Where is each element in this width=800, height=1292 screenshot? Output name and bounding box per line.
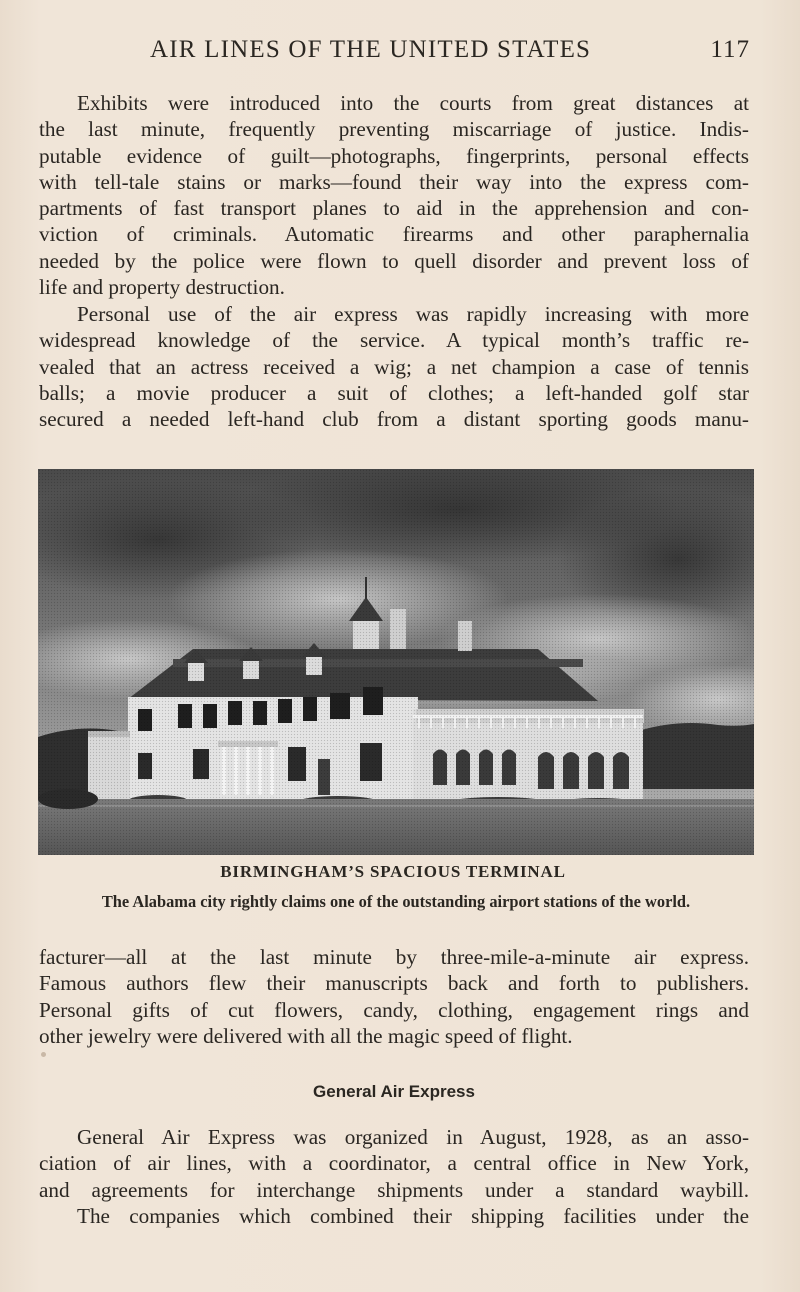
running-title: AIR LINES OF THE UNITED STATES (150, 36, 592, 63)
text-line: viction of criminals. Automatic firearms and other paraphernalia (39, 222, 749, 247)
text-line: putable evidence of guilt—photographs, fingerprints, personal effects (39, 143, 749, 168)
text-line: The companies which combined their shipping facilities under the (77, 1203, 749, 1228)
text-line: life and property destruction. (39, 275, 285, 300)
text-line: balls; a movie producer a suit of clothes; a left-handed golf star (39, 380, 749, 405)
text-line: vealed that an actress received a wig; a net champion a case of tennis (39, 354, 749, 379)
terminal-photograph (38, 469, 754, 855)
text-line: ciation of air lines, with a coordinator, a central office in New York, (39, 1151, 749, 1176)
text-line: other jewelry were delivered with all the magic speed of flight. (39, 1023, 573, 1048)
figure-caption-text: The Alabama city rightly claims one of the outstanding airport stations of the world. (101, 892, 691, 911)
paragraph-facturer (39, 944, 749, 1049)
text-line: General Air Express was organized in August, 1928, as an asso- (77, 1125, 749, 1149)
text-line: widespread knowledge of the service. A typical month’s traffic re- (39, 328, 749, 353)
text-line: and agreements for interchange shipments under a standard waybill. (39, 1177, 749, 1202)
figure-caption-title: BIRMINGHAM’S SPACIOUS TERMINAL (220, 862, 566, 881)
text-line: Personal use of the air express was rapidly increasing with more (77, 302, 749, 326)
paragraph-general-air-express (39, 1124, 749, 1229)
text-line: with tell-tale stains or marks—found their way into the express com- (39, 169, 749, 194)
section-heading: General Air Express (313, 1082, 475, 1101)
text-line: needed by the police were flown to quell disorder and prevent loss of (39, 248, 749, 273)
paragraph-exhibits (39, 90, 749, 300)
page-number: 117 (710, 36, 750, 63)
running-head (40, 36, 752, 66)
text-line: Exhibits were introduced into the courts from great distances at (77, 91, 749, 115)
text-line: facturer—all at the last minute by three-mile-a-minute air express. (39, 945, 749, 969)
paper-speck (41, 1052, 46, 1057)
text-line: Personal gifts of cut flowers, candy, clothing, engagement rings and (39, 997, 749, 1022)
text-line: the last minute, frequently preventing miscarriage of justice. Indis- (39, 117, 749, 142)
text-line: secured a needed left-hand club from a distant sporting goods manu- (39, 407, 749, 432)
text-line: Famous authors flew their manuscripts back and forth to publishers. (39, 971, 749, 996)
paragraph-personal-use (39, 301, 749, 432)
text-line: partments of fast transport planes to aid in the apprehension and con- (39, 196, 749, 221)
